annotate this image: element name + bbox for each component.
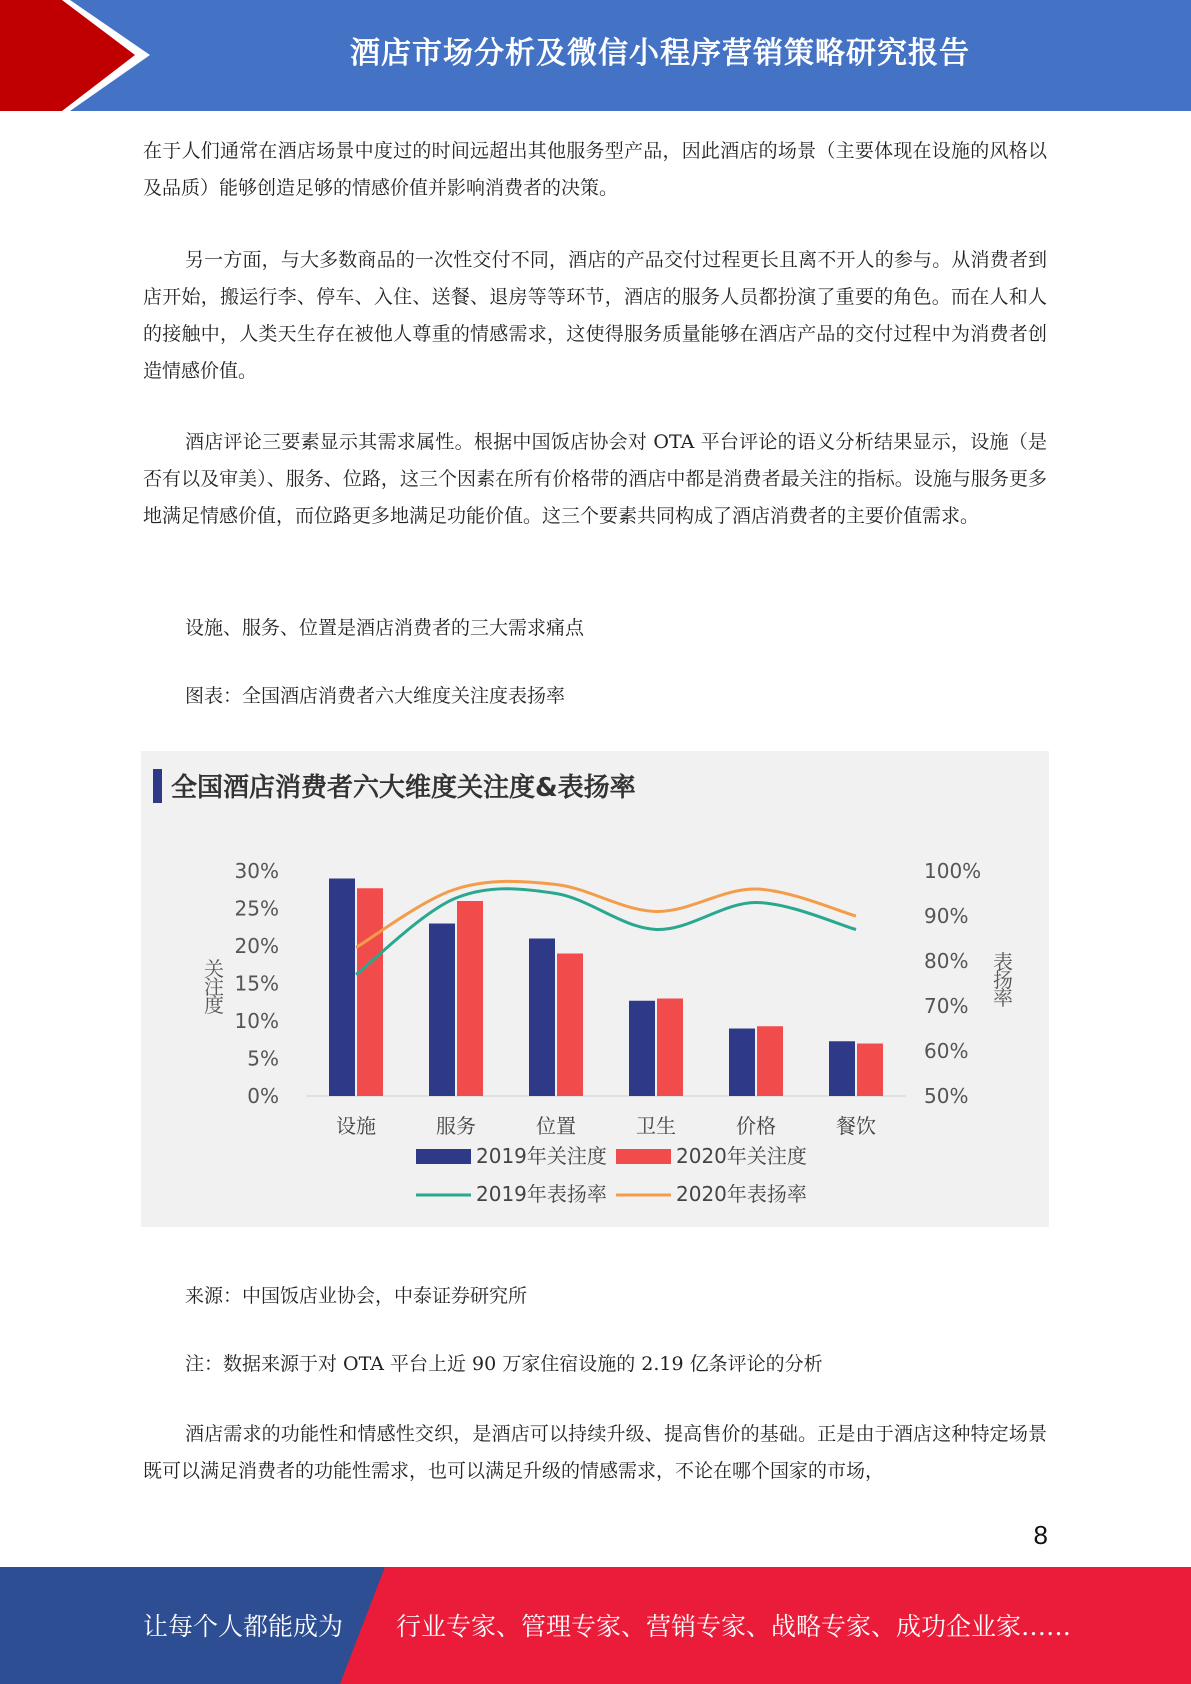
legend-label: 2019年关注度 bbox=[476, 1144, 607, 1168]
x-tick-label: 价格 bbox=[736, 1114, 776, 1138]
bar-2019 bbox=[629, 1001, 655, 1096]
paragraph-3: 酒店评论三要素显示其需求属性。根据中国饭店协会对 OTA 平台评论的语义分析结果显示，设施（是否有以及审美）、服务、位路，这三个因素在所有价格带的酒店中都是消费者最关注的指标。设施与服务更多地满足情感价值，而位路更多地满足功能价值。这三个要素共同构成了酒店消费者的主要价值需求。 bbox=[143, 431, 1047, 527]
legend-swatch bbox=[416, 1149, 471, 1164]
paragraph-1: 在于人们通常在酒店场景中度过的时间远超出其他服务型产品，因此酒店的场景（主要体现在设施的风格以及品质）能够创造足够的情感价值并影响消费者的决策。 bbox=[143, 140, 1047, 199]
paragraph-4: 设施、服务、位置是酒店消费者的三大需求痛点 bbox=[185, 617, 585, 639]
legend-label: 2020年关注度 bbox=[676, 1144, 807, 1168]
chart-svg bbox=[141, 751, 1049, 1227]
y-tick-right: 50% bbox=[924, 1084, 969, 1108]
paragraph-2: 另一方面，与大多数商品的一次性交付不同，酒店的产品交付过程更长且离不开人的参与。从消费者到店开始，搬运行李、停车、入住、送餐、退房等等环节，酒店的服务人员都扮演了重要的角色。而在人和人的接触中，人类天生存在被他人尊重的情感需求，这使得服务质量能够在酒店产品的交付过程中为消费者创造情感价值。 bbox=[143, 249, 1047, 382]
legend-label: 2019年表扬率 bbox=[476, 1182, 607, 1206]
footer-slogan-left: 让每个人都能成为 bbox=[143, 1612, 344, 1641]
header-title: 酒店市场分析及微信小程序营销策略研究报告 bbox=[350, 36, 970, 71]
x-tick-label: 设施 bbox=[336, 1114, 376, 1138]
y-tick-right: 70% bbox=[924, 994, 969, 1018]
legend-swatch bbox=[616, 1149, 671, 1164]
y-axis-label-left: 关注度 bbox=[204, 957, 224, 1017]
chart-title: 全国酒店消费者六大维度关注度&表扬率 bbox=[171, 773, 636, 803]
bar-2020 bbox=[357, 888, 383, 1096]
bar-2019 bbox=[329, 879, 355, 1097]
y-tick-left: 10% bbox=[234, 1009, 279, 1033]
bar-2020 bbox=[557, 954, 583, 1097]
bar-2020 bbox=[657, 999, 683, 1097]
page-header bbox=[0, 0, 1191, 111]
bar-2019 bbox=[829, 1041, 855, 1096]
title-accent-icon bbox=[153, 769, 162, 803]
bar-2020 bbox=[757, 1026, 783, 1096]
x-tick-label: 位置 bbox=[536, 1114, 576, 1138]
bar-2019 bbox=[529, 939, 555, 1097]
footer-slogan-right: 行业专家、管理专家、营销专家、战略专家、成功企业家…… bbox=[396, 1612, 1072, 1641]
bar-2019 bbox=[729, 1029, 755, 1097]
legend-label: 2020年表扬率 bbox=[676, 1182, 807, 1206]
figure-caption: 图表：全国酒店消费者六大维度关注度表扬率 bbox=[185, 685, 566, 707]
bar-2019 bbox=[429, 924, 455, 1097]
y-tick-left: 25% bbox=[234, 896, 279, 921]
y-tick-left: 0% bbox=[247, 1084, 279, 1108]
paragraph-5: 酒店需求的功能性和情感性交织，是酒店可以持续升级、提高售价的基础。正是由于酒店这种特定场景既可以满足消费者的功能性需求，也可以满足升级的情感需求，不论在哪个国家的市场， bbox=[143, 1423, 1047, 1482]
x-tick-label: 服务 bbox=[436, 1114, 476, 1138]
y-tick-right: 80% bbox=[924, 949, 969, 973]
y-tick-right: 90% bbox=[924, 904, 969, 928]
page-number: 8 bbox=[1033, 1520, 1048, 1550]
y-tick-right: 60% bbox=[924, 1039, 969, 1063]
y-tick-left: 20% bbox=[234, 934, 279, 958]
y-tick-right: 100% bbox=[924, 859, 982, 883]
y-tick-left: 5% bbox=[247, 1046, 279, 1071]
source-note: 来源：中国饭店业协会，中泰证券研究所 bbox=[185, 1285, 528, 1307]
y-tick-left: 15% bbox=[234, 971, 279, 996]
bar-2020 bbox=[457, 901, 483, 1096]
y-tick-left: 30% bbox=[234, 859, 279, 883]
y-axis-label-right: 表扬率 bbox=[993, 950, 1013, 1010]
x-tick-label: 餐饮 bbox=[836, 1114, 876, 1138]
data-note: 注：数据来源于对 OTA 平台上近 90 万家住宿设施的 2.19 亿条评论的分析 bbox=[185, 1353, 823, 1375]
page-footer bbox=[0, 1567, 1191, 1684]
bar-2020 bbox=[857, 1044, 883, 1097]
attention-praise-chart bbox=[141, 751, 1049, 1227]
x-tick-label: 卫生 bbox=[636, 1114, 676, 1138]
